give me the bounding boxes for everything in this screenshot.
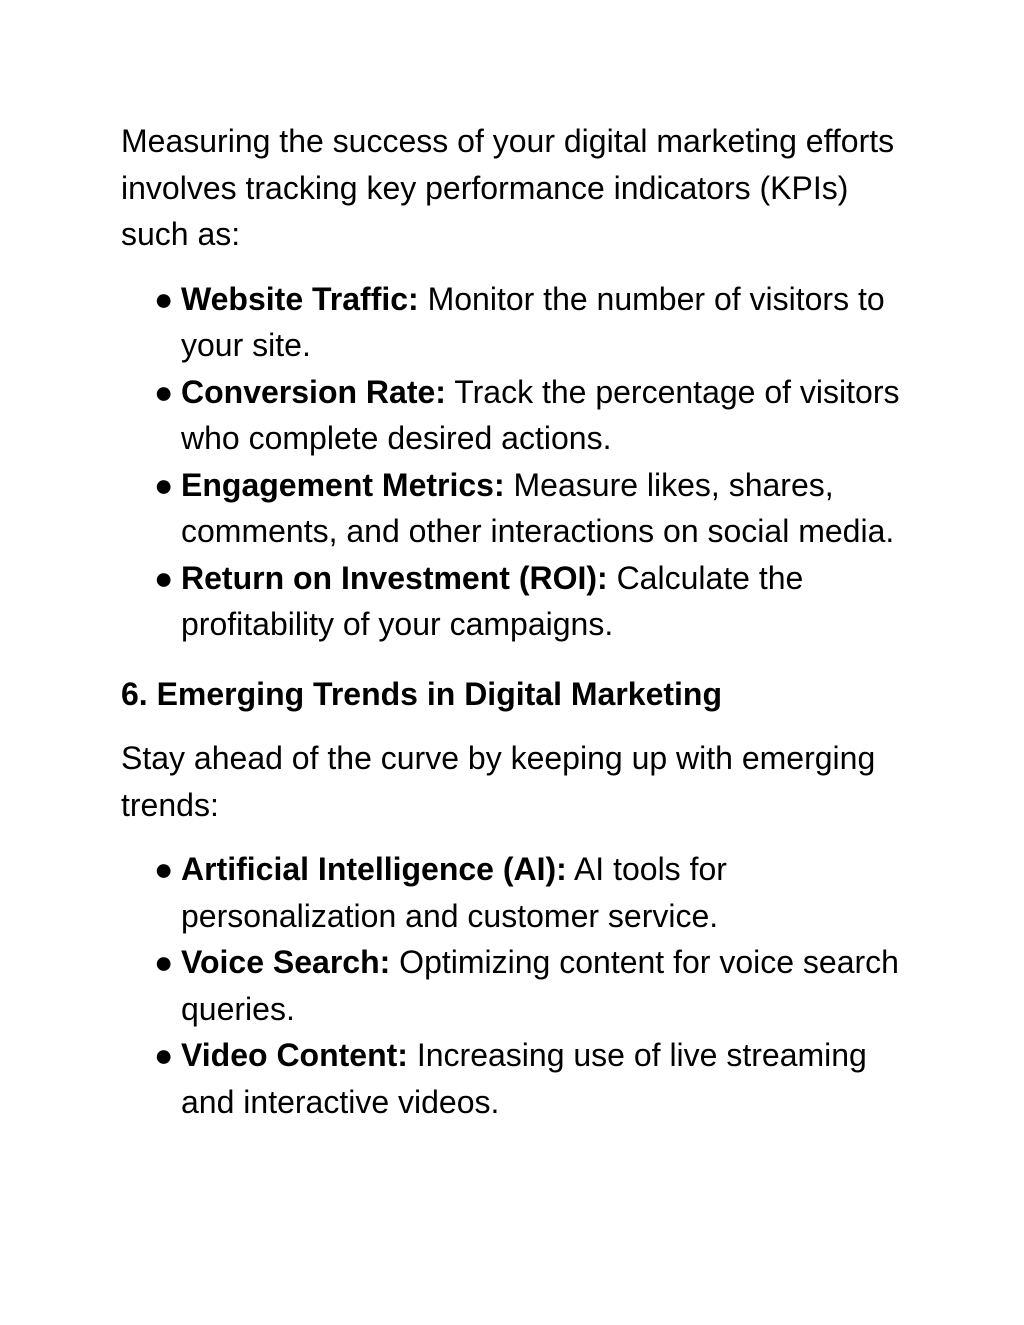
- list-item: [121, 462, 921, 555]
- section-heading: 6. Emerging Trends in Digital Marketing: [121, 675, 722, 712]
- list-item-description: Optimizing content for voice search queries.: [181, 944, 899, 1027]
- list-item: [121, 555, 921, 648]
- list-item: [121, 369, 921, 462]
- bullet-icon: ●: [154, 373, 174, 410]
- list-item: [121, 846, 921, 939]
- list-item-description: Monitor the number of visitors to your site.: [181, 280, 885, 363]
- list-item-description: Increasing use of live streaming and interactive videos.: [181, 1037, 867, 1120]
- list-item-term: Artificial Intelligence (AI):: [181, 851, 567, 887]
- list-item-description: Calculate the profitability of your campaigns.: [181, 559, 804, 642]
- document-page: [121, 118, 921, 1125]
- bullet-icon: ●: [154, 851, 174, 887]
- bullet-icon: ●: [154, 944, 174, 980]
- trends-intro-paragraph: Stay ahead of the curve by keeping up with emerging trends:: [121, 740, 876, 823]
- list-item-description: AI tools for personalization and customer service.: [181, 851, 727, 934]
- list-item-description: Track the percentage of visitors who complete desired actions.: [181, 373, 900, 456]
- list-item-term: Return on Investment (ROI):: [181, 559, 608, 596]
- bullet-icon: ●: [154, 1037, 174, 1073]
- list-item-term: Voice Search:: [181, 944, 391, 980]
- bullet-icon: ●: [154, 280, 174, 317]
- list-item-term: Website Traffic:: [181, 280, 419, 317]
- bullet-icon: ●: [154, 466, 174, 503]
- list-item: [121, 276, 921, 369]
- bullet-icon: ●: [154, 559, 174, 596]
- trends-list: [121, 846, 921, 1125]
- list-item-term: Video Content:: [181, 1037, 408, 1073]
- list-item-term: Engagement Metrics:: [181, 466, 505, 503]
- list-item: [121, 939, 921, 1032]
- kpi-intro-paragraph: Measuring the success of your digital marketing efforts involves tracking key performance indicators (KPIs) such as:: [121, 123, 895, 252]
- list-item-description: Measure likes, shares, comments, and other interactions on social media.: [181, 466, 895, 549]
- list-item: [121, 1032, 921, 1125]
- kpi-list: [121, 276, 921, 648]
- list-item-term: Conversion Rate:: [181, 373, 446, 410]
